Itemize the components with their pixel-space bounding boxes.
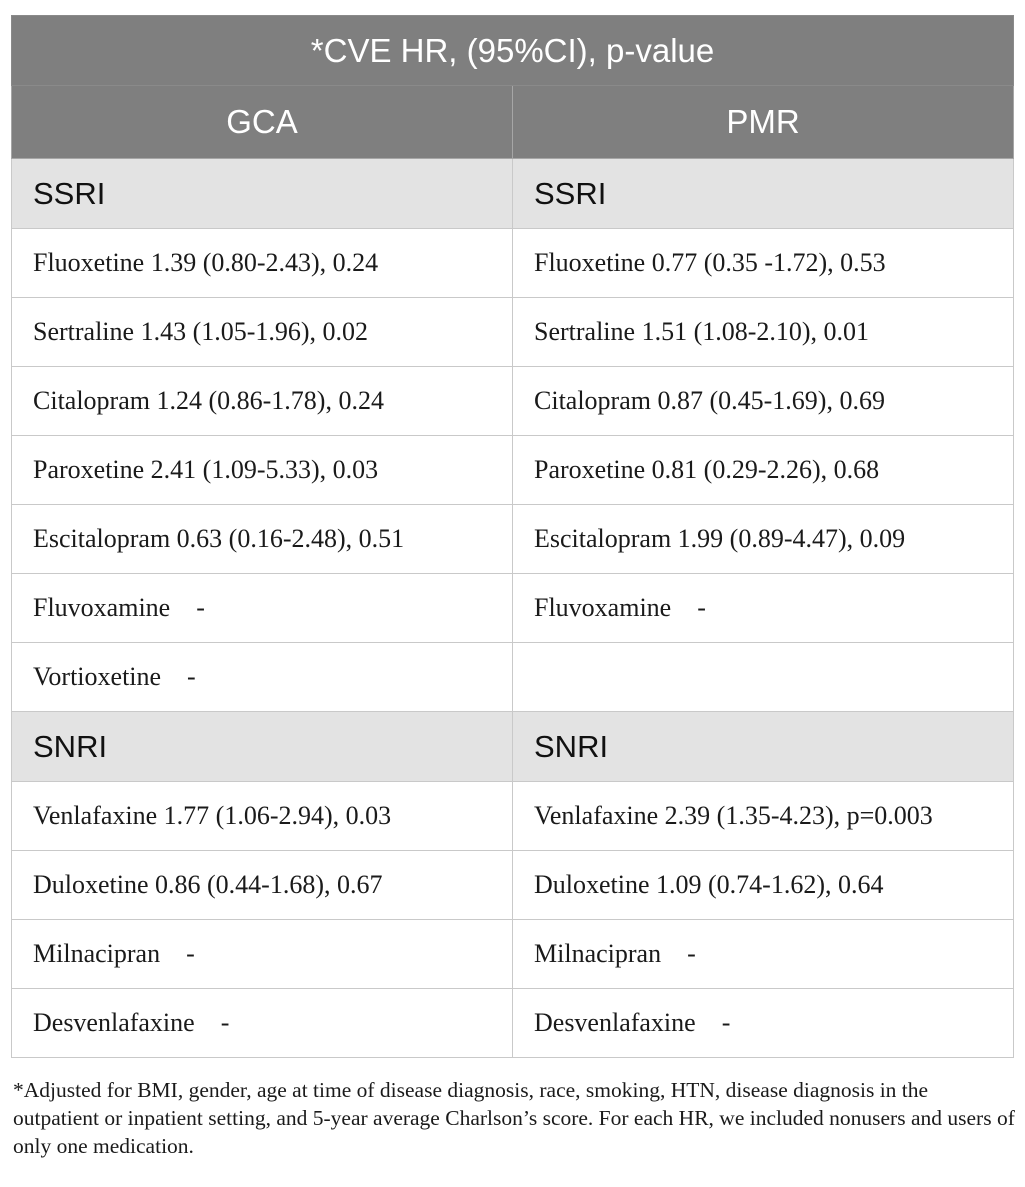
section-header-gca: SSRI xyxy=(12,159,513,229)
column-header-pmr: PMR xyxy=(513,86,1014,159)
table-row xyxy=(12,229,1014,298)
table-row xyxy=(12,643,1014,712)
table-row xyxy=(12,574,1014,643)
table-title: *CVE HR, (95%CI), p-value xyxy=(12,16,1014,86)
gca-cell: Venlafaxine 1.77 (1.06-2.94), 0.03 xyxy=(12,782,513,851)
results-table-container xyxy=(11,15,1014,1058)
table-row xyxy=(12,782,1014,851)
table-row xyxy=(12,920,1014,989)
table-row xyxy=(12,298,1014,367)
table-row xyxy=(12,505,1014,574)
gca-cell: Duloxetine 0.86 (0.44-1.68), 0.67 xyxy=(12,851,513,920)
section-header-pmr: SSRI xyxy=(513,159,1014,229)
gca-cell: Citalopram 1.24 (0.86-1.78), 0.24 xyxy=(12,367,513,436)
pmr-cell: Fluvoxamine - xyxy=(513,574,1014,643)
pmr-cell: Duloxetine 1.09 (0.74-1.62), 0.64 xyxy=(513,851,1014,920)
table-row xyxy=(12,989,1014,1058)
table-footnote: *Adjusted for BMI, gender, age at time of disease diagnosis, race, smoking, HTN, disease diagnosis in the outpatient or inpatient setting, and 5-year average Charlson’s score. For each HR, we included nonusers and users of only one medication. xyxy=(13,1078,1015,1158)
column-header-gca: GCA xyxy=(12,86,513,159)
pmr-cell: Desvenlafaxine - xyxy=(513,989,1014,1058)
pmr-cell: Sertraline 1.51 (1.08-2.10), 0.01 xyxy=(513,298,1014,367)
table-title-row xyxy=(12,16,1014,86)
pmr-cell: Venlafaxine 2.39 (1.35-4.23), p=0.003 xyxy=(513,782,1014,851)
table-row xyxy=(12,436,1014,505)
section-header-pmr: SNRI xyxy=(513,712,1014,782)
gca-cell: Vortioxetine - xyxy=(12,643,513,712)
column-header-row xyxy=(12,86,1014,159)
results-table xyxy=(11,15,1014,1058)
gca-cell: Sertraline 1.43 (1.05-1.96), 0.02 xyxy=(12,298,513,367)
section-header-row xyxy=(12,712,1014,782)
gca-cell: Fluoxetine 1.39 (0.80-2.43), 0.24 xyxy=(12,229,513,298)
table-row xyxy=(12,851,1014,920)
pmr-cell: Paroxetine 0.81 (0.29-2.26), 0.68 xyxy=(513,436,1014,505)
pmr-cell: Citalopram 0.87 (0.45-1.69), 0.69 xyxy=(513,367,1014,436)
gca-cell: Milnacipran - xyxy=(12,920,513,989)
pmr-cell: Milnacipran - xyxy=(513,920,1014,989)
table-row xyxy=(12,367,1014,436)
gca-cell: Paroxetine 2.41 (1.09-5.33), 0.03 xyxy=(12,436,513,505)
pmr-cell xyxy=(513,643,1014,712)
section-header-row xyxy=(12,159,1014,229)
gca-cell: Desvenlafaxine - xyxy=(12,989,513,1058)
pmr-cell: Escitalopram 1.99 (0.89-4.47), 0.09 xyxy=(513,505,1014,574)
section-header-gca: SNRI xyxy=(12,712,513,782)
gca-cell: Fluvoxamine - xyxy=(12,574,513,643)
pmr-cell: Fluoxetine 0.77 (0.35 -1.72), 0.53 xyxy=(513,229,1014,298)
gca-cell: Escitalopram 0.63 (0.16-2.48), 0.51 xyxy=(12,505,513,574)
